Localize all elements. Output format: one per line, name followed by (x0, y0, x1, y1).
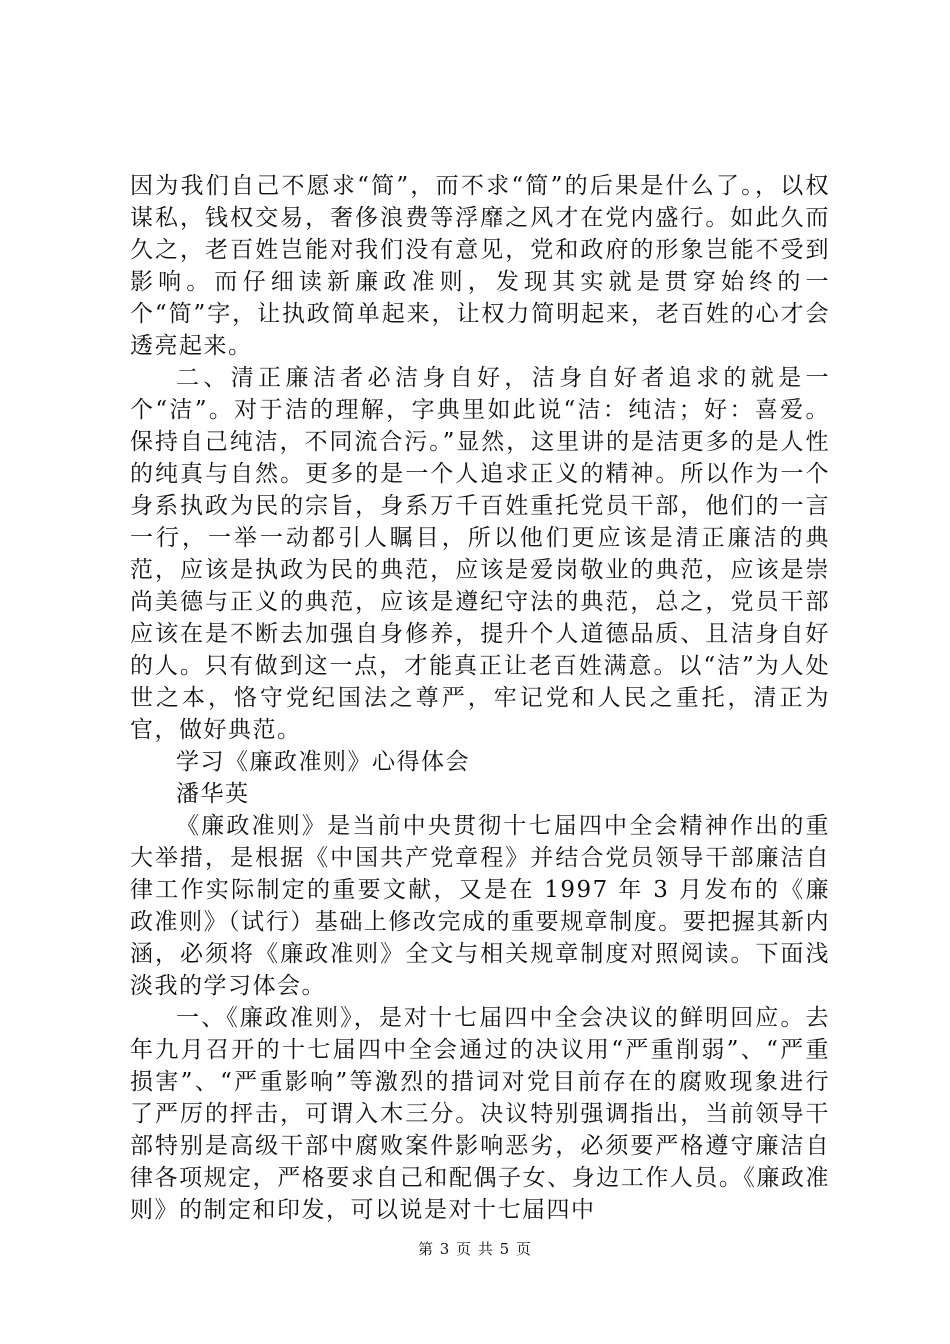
document-body (130, 170, 830, 1226)
author-name: 潘华英 (176, 781, 250, 807)
paragraph-3: 《廉政准则》是当前中央贯彻十七届四中全会精神作出的重大举措，是根据《中国共产党章程》并结合党员领导干部廉洁自律工作实际制定的重要文献，又是在 1997 年 3 月发布的《廉政准则》（试行）基础上修改完成的重要规章制度。要把握其新内涵，必须将《廉政准则》全文与相关规章制度对照阅读。下面浅淡我的学习体会。 (130, 813, 830, 999)
paragraph-1: 因为我们自己不愿求“简”，而不求“简”的后果是什么了。，以权谋私，钱权交易，奢侈浪费等浮靡之风才在党内盛行。如此久而久之，老百姓岂能对我们没有意见，党和政府的形象岂能不受到影响。而仔细读新廉政准则，发现其实就是贯穿始终的一个“简”字，让执政简单起来，让权力简明起来，老百姓的心才会透亮起来。 (130, 173, 830, 359)
paragraph-4: 一、《廉政准则》，是对十七届四中全会决议的鲜明回应。去年九月召开的十七届四中全会通过的决议用“严重削弱”、“严重损害”、“严重影响”等激烈的措词对党目前存在的腐败现象进行了严厉的抨击，可谓入木三分。决议特别强调指出，当前领导干部特别是高级干部中腐败案件影响恶劣，必须要严格遵守廉洁自律各项规定，严格要求自己和配偶子女、身边工作人员。《廉政准则》的制定和印发，可以说是对十七届四中 (130, 1005, 830, 1223)
paragraph-2: 二、清正廉洁者必洁身自好，洁身自好者追求的就是一个“洁”。对于洁的理解，字典里如此说“洁：纯洁；好：喜爱。保持自己纯洁，不同流合污。”显然，这里讲的是洁更多的是人性的纯真与自然。更多的是一个人追求正义的精神。所以作为一个身系执政为民的宗旨，身系万千百姓重托党员干部，他们的一言一行，一举一动都引人瞩目，所以他们更应该是清正廉洁的典范，应该是执政为民的典范，应该是爱岗敬业的典范，应该是崇尚美德与正义的典范，应该是遵纪守法的典范，总之，党员干部应该在是不断去加强自身修养，提升个人道德品质、且洁身自好的人。只有做到这一点，才能真正让老百姓满意。以“洁”为人处世之本，恪守党纪国法之尊严，牢记党和人民之重托，清正为官，做好典范。 (130, 365, 830, 743)
section-title: 学习《廉政准则》心得体会 (176, 749, 470, 775)
page-number-footer: 第 3 页 共 5 页 (418, 1240, 532, 1258)
